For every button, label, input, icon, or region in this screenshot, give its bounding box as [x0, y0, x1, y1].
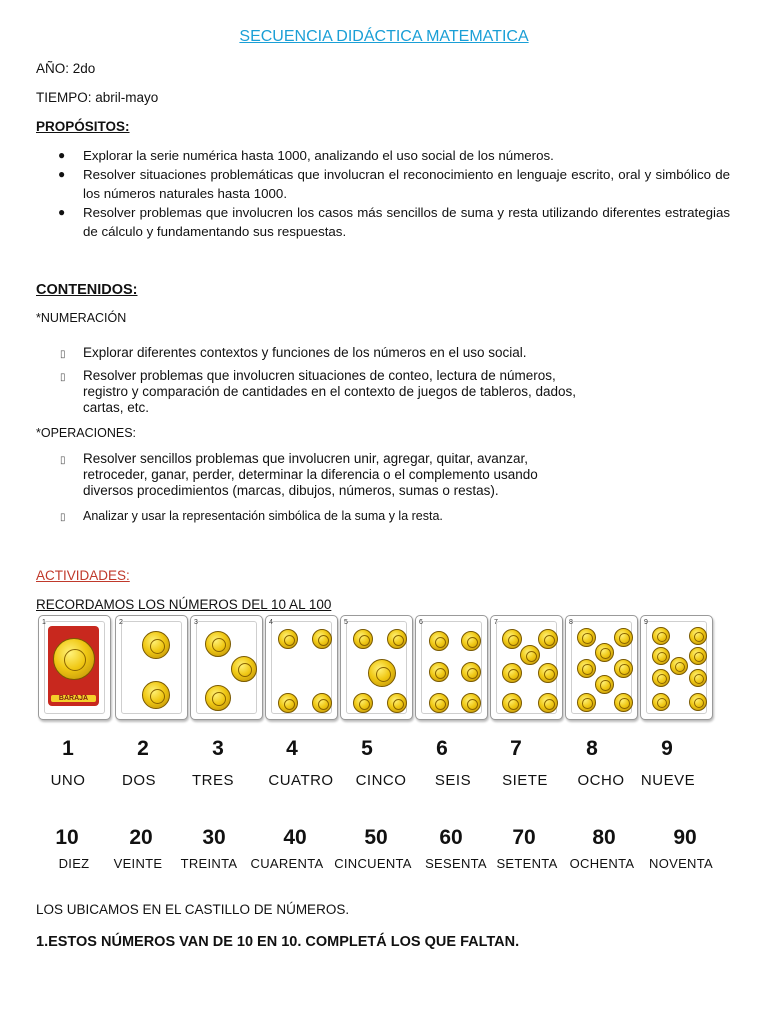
tens-number: 20 [129, 826, 153, 849]
tens-number: 50 [364, 826, 388, 849]
gold-coin-icon [595, 643, 614, 662]
card-number: 9 [644, 619, 648, 626]
playing-card [340, 615, 413, 720]
list-item: ● Explorar la serie numérica hasta 1000, analizando el uso social de los números. [58, 148, 554, 163]
gold-coin-icon [652, 669, 670, 687]
card-number: 7 [494, 619, 498, 626]
tens-word: TREINTA [180, 856, 238, 871]
unit-word: OCHO [577, 772, 625, 789]
checkbox-square-icon: ▯ [60, 512, 66, 523]
bullet-icon: ● [58, 148, 66, 162]
unit-word: TRES [191, 772, 235, 789]
gold-coin-icon [461, 631, 481, 651]
activities-heading: ACTIVIDADES: [36, 568, 130, 583]
card-number: 4 [269, 619, 273, 626]
purposes-heading: PROPÓSITOS: [36, 119, 130, 134]
unit-word: SEIS [434, 772, 472, 789]
numeration-label: *NUMERACIÓN [36, 311, 127, 325]
gold-coin-icon [142, 631, 170, 659]
tens-number: 40 [283, 826, 307, 849]
gold-coin-icon [502, 693, 522, 713]
unit-number: 2 [137, 737, 149, 760]
gold-coin-icon [461, 693, 481, 713]
playing-card [640, 615, 713, 720]
tens-word: DIEZ [58, 856, 90, 871]
gold-coin-icon [353, 693, 373, 713]
card-number: 3 [194, 619, 198, 626]
playing-card [115, 615, 188, 720]
gold-coin-icon [278, 629, 298, 649]
tens-number: 80 [592, 826, 616, 849]
tens-word: CINCUENTA [334, 856, 412, 871]
gold-coin-icon [353, 629, 373, 649]
gold-coin-icon [387, 629, 407, 649]
gold-coin-icon [577, 628, 596, 647]
gold-coin-icon [205, 685, 231, 711]
gold-coin-icon [577, 693, 596, 712]
gold-coin-icon [614, 693, 633, 712]
gold-coin-icon [689, 693, 707, 711]
gold-coin-icon [652, 647, 670, 665]
tens-number: 30 [202, 826, 226, 849]
gold-coin-icon [670, 657, 688, 675]
gold-coin-icon [205, 631, 231, 657]
gold-coin-icon [231, 656, 257, 682]
list-item: ▯ Analizar y usar la representación simbólica de la suma y la resta. [60, 508, 620, 524]
gold-coin-icon [614, 659, 633, 678]
tens-word: NOVENTA [649, 856, 713, 871]
gold-coin-icon [429, 631, 449, 651]
tens-number: 60 [439, 826, 463, 849]
unit-number: 6 [436, 737, 448, 760]
unit-word: UNO [50, 772, 86, 789]
operations-label: *OPERACIONES: [36, 426, 137, 440]
card-label: BARAJA [51, 695, 96, 702]
unit-word: CUATRO [268, 772, 334, 789]
tens-word: VEINTE [113, 856, 163, 871]
gold-coin-icon [312, 693, 332, 713]
tens-number: 70 [512, 826, 536, 849]
exercise-1: 1.ESTOS NÚMEROS VAN DE 10 EN 10. COMPLETÁ LOS QUE FALTAN. [36, 934, 520, 950]
tens-number: 90 [673, 826, 697, 849]
card-row [38, 615, 716, 721]
gold-coin-icon [312, 629, 332, 649]
card-number: 5 [344, 619, 348, 626]
ace-coin-icon [48, 626, 99, 706]
playing-card [565, 615, 638, 720]
activities-subheading: RECORDAMOS LOS NÚMEROS DEL 10 AL 100 [36, 597, 332, 612]
castle-line: LOS UBICAMOS EN EL CASTILLO DE NÚMEROS. [36, 902, 350, 917]
gold-coin-icon [538, 629, 558, 649]
gold-coin-icon [689, 647, 707, 665]
tens-word: SETENTA [496, 856, 558, 871]
unit-number: 3 [212, 737, 224, 760]
gold-coin-icon [689, 627, 707, 645]
gold-coin-icon [429, 662, 449, 682]
tens-number: 10 [55, 826, 79, 849]
bullet-icon: ● [58, 205, 66, 219]
list-item: ▯ Explorar diferentes contextos y funciones de los números en el uso social. [60, 345, 620, 361]
gold-coin-icon [461, 662, 481, 682]
unit-number: 5 [361, 737, 373, 760]
gold-coin-icon [368, 659, 396, 687]
gold-coin-icon [652, 627, 670, 645]
list-item: ● Resolver situaciones problemáticas que involucran el reconocimiento en lenguaje escrito, oral y simbólico de los números naturales hasta 1000. [58, 167, 730, 201]
playing-card [265, 615, 338, 720]
playing-card [415, 615, 488, 720]
gold-coin-icon [538, 663, 558, 683]
unit-number: 1 [62, 737, 74, 760]
playing-card [490, 615, 563, 720]
card-number: 8 [569, 619, 573, 626]
gold-coin-icon [502, 663, 522, 683]
gold-coin-icon [429, 693, 449, 713]
gold-coin-icon [652, 693, 670, 711]
gold-coin-icon [502, 629, 522, 649]
card-number: 2 [119, 619, 123, 626]
unit-number: 9 [661, 737, 673, 760]
unit-word: DOS [121, 772, 157, 789]
gold-coin-icon [614, 628, 633, 647]
purposes-list [36, 146, 730, 241]
bullet-icon: ● [58, 167, 66, 181]
unit-word: SIETE [502, 772, 548, 789]
unit-number: 4 [286, 737, 298, 760]
unit-word: NUEVE [640, 772, 696, 789]
tens-word: SESENTA [425, 856, 487, 871]
tens-word: CUARENTA [250, 856, 324, 871]
tens-word: OCHENTA [569, 856, 635, 871]
list-item: ▯ Resolver sencillos problemas que involucren unir, agregar, quitar, avanzar, retroceder, ganar, perder, determinar la diferencia o el complemento usando diversos procedimientos (marcas, dibujos, números, sumas o restas). [60, 451, 538, 498]
card-number: 1 [42, 619, 46, 626]
unit-word: CINCO [355, 772, 407, 789]
gold-coin-icon [689, 669, 707, 687]
unit-number: 8 [586, 737, 598, 760]
checkbox-square-icon: ▯ [60, 372, 66, 383]
gold-coin-icon [142, 681, 170, 709]
unit-number: 7 [510, 737, 522, 760]
gold-coin-icon [520, 645, 540, 665]
checkbox-square-icon: ▯ [60, 455, 66, 466]
gold-coin-icon [577, 659, 596, 678]
checkbox-square-icon: ▯ [60, 349, 66, 360]
time-line: TIEMPO: abril-mayo [36, 90, 159, 105]
list-item: ▯ Resolver problemas que involucren situaciones de conteo, lectura de números, registro y comparación de cantidades en el contexto de juegos de tableros, dados, cartas, etc. [60, 368, 577, 415]
card-number: 6 [419, 619, 423, 626]
page-title: SECUENCIA DIDÁCTICA MATEMATICA [239, 28, 529, 45]
gold-coin-icon [278, 693, 298, 713]
year-line: AÑO: 2do [36, 61, 96, 76]
list-item: ● Resolver problemas que involucren los casos más sencillos de suma y resta utilizando diferentes estrategias de cálculo y fundamentando sus respuestas. [58, 205, 730, 239]
gold-coin-icon [387, 693, 407, 713]
gold-coin-icon [595, 675, 614, 694]
playing-card [38, 615, 111, 720]
playing-card [190, 615, 263, 720]
contents-heading: CONTENIDOS: [36, 282, 138, 298]
gold-coin-icon [538, 693, 558, 713]
